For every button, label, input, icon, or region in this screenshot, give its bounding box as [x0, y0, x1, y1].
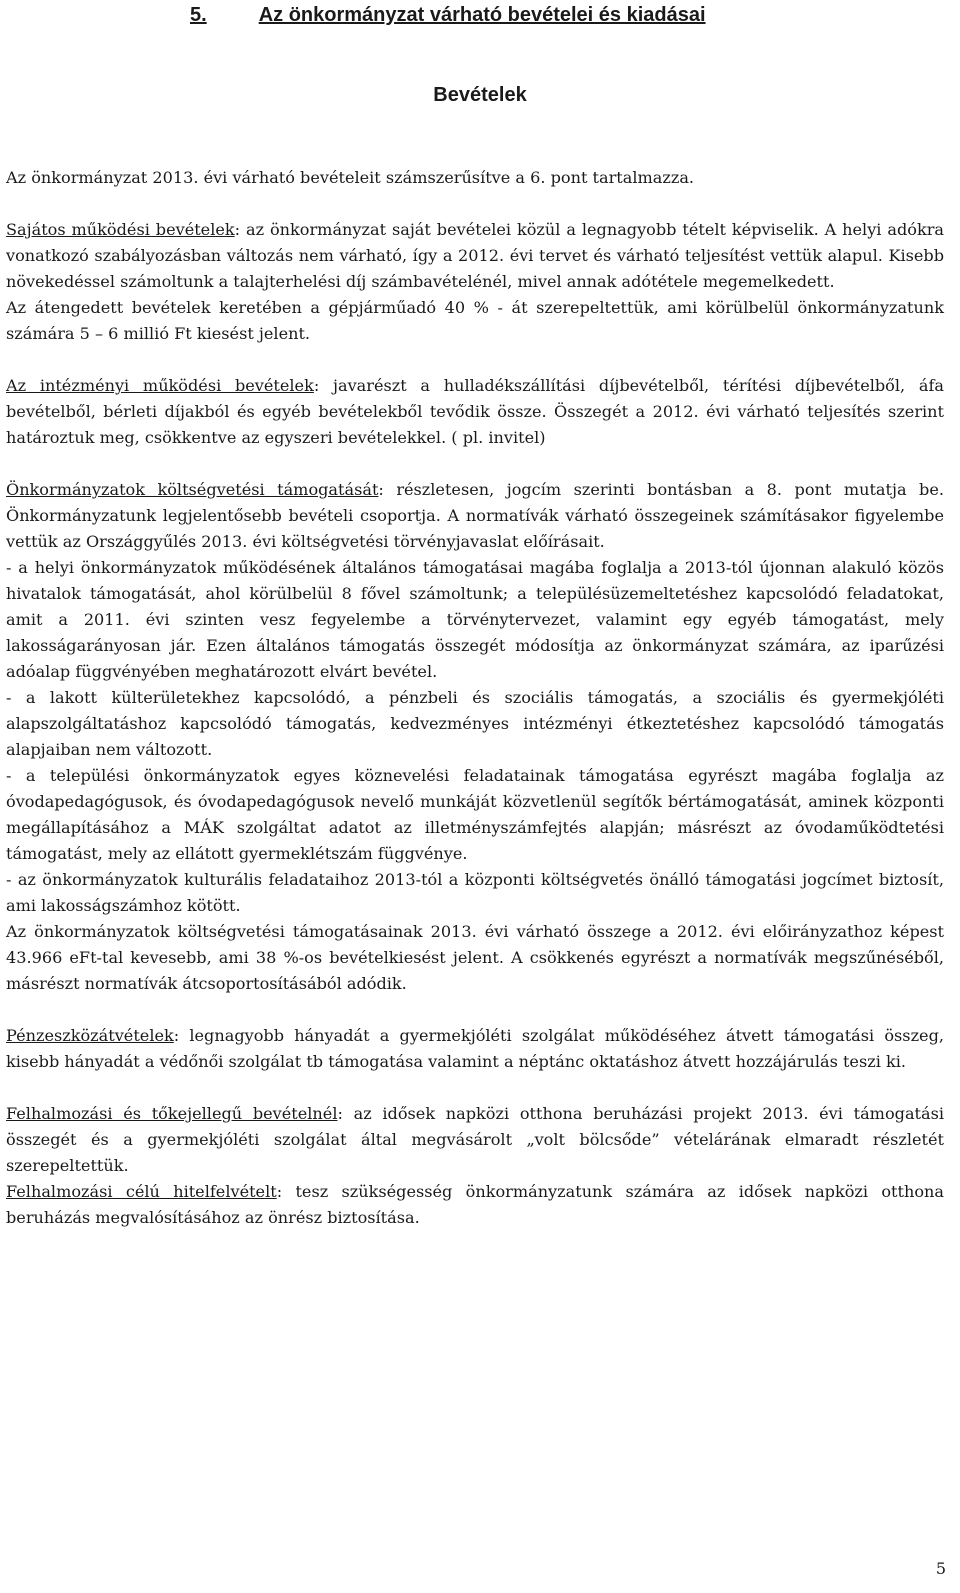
term-sajatos-bevetelek: Sajátos működési bevételek — [6, 220, 235, 239]
section-title: Az önkormányzat várható bevételei és kiadásai — [258, 4, 706, 26]
document-body — [6, 165, 944, 1231]
section-heading — [190, 2, 706, 28]
bullet-item: - a lakott külterületekhez kapcsolódó, a pénzbeli és szociális támogatás, a szociális és gyermekjóléti alapszolgáltatáshoz kapcsolódó támogatás, kedvezményes intézményi étkeztetéshez kapcsolódó támogatás alapjaiban nem változott. — [6, 688, 944, 759]
paragraph-atengedett-bevetelek: Az átengedett bevételek keretében a gépjárműadó 40 % - át szerepeltettük, ami körülbelül önkormányzatunk számára 5 – 6 millió Ft kiesést jelent. — [6, 298, 944, 343]
bullet-item: - a települési önkormányzatok egyes köznevelési feladatainak támogatása egyrészt magába foglalja az óvodapedagógusok, és óvodapedagógusok nevelő munkáját közvetlenül segítők bértámogatását, aminek központi megállapításához a MÁK szolgáltat adatot az illetményszámfejtés alapján; másrészt az óvodaműködtetési támogatást, mely az ellátott gyermeklétszám függvénye. — [6, 766, 944, 863]
paragraph-tamogatas-osszeg: Az önkormányzatok költségvetési támogatásainak 2013. évi várható összege a 2012. évi előirányzathoz képest 43.966 eFt-tal kevesebb, ami 38 %-os bevételkiesést jelent. A csökkenés egyrészt a normatívák megszűnéséből, másrészt normatívák átcsoportosításából adódik. — [6, 922, 944, 993]
paragraph-felhalmozasi-text: : az idősek napközi otthona beruházási projekt 2013. évi támogatási összegét és a gyermekjóléti szolgálat által megvásárolt „volt bölcsőde” vételárának elmaradt részletét szerepeltettük. — [6, 1104, 945, 1175]
paragraph-intro: Az önkormányzat 2013. évi várható bevételeit számszerűsítve a 6. pont tartalmazza. — [6, 168, 695, 187]
term-penzeszkozatvetelek: Pénzeszközátvételek — [6, 1026, 174, 1045]
term-koltsegvetesi-tamogatas: Önkormányzatok költségvetési támogatását — [6, 480, 379, 499]
paragraph-intezmenyi-bevetelek — [6, 373, 944, 451]
page-number: 5 — [935, 1559, 946, 1578]
subheading-bevetelek: Bevételek — [433, 84, 527, 106]
section-number: 5. — [190, 4, 207, 26]
paragraph-koltsegvetesi-tamogatas — [6, 477, 944, 555]
paragraph-penzeszkozatvetelek — [6, 1023, 944, 1075]
paragraph-sajatos-text: : az önkormányzat saját bevételei közül a legnagyobb tételt képviselik. A helyi adókra vonatkozó szabályozásban változás nem várható, így a 2012. évi tervet és várható teljesítést vettük alapul. Kisebb növekedéssel számoltunk a talajterhelési díj számbavételénél, mivel annak adótétele megemelkedett. — [6, 220, 944, 291]
paragraph-tamogatas-text: : részletesen, jogcím szerinti bontásban a 8. pont mutatja be. Önkormányzatunk legjelentősebb bevételi csoportja. A normatívák várható összegeinek számításakor figyelembe vettük az Országgyűlés 2013. évi költségvetési törvényjavaslat előírásait. — [6, 480, 944, 551]
paragraph-hitelfelvetel — [6, 1179, 944, 1231]
paragraph-intezmenyi-text: : javarészt a hulladékszállítási díjbevételből, térítési díjbevételből, áfa bevételből, bérleti díjakból és egyéb bevételekből tevődik össze. Összegét a 2012. évi várható teljesítés szerint határoztuk meg, csökkentve az egyszeri bevételekkel. ( pl. invitel) — [6, 376, 945, 447]
bullet-item: - az önkormányzatok kulturális feladataihoz 2013-tól a központi költségvetés önálló támogatási jogcímet biztosít, ami lakosságszámhoz kötött. — [6, 870, 944, 915]
term-felhalmozasi-bevetel: Felhalmozási és tőkejellegű bevételnél — [6, 1104, 338, 1123]
paragraph-felhalmozasi-bevetel — [6, 1101, 944, 1179]
term-intezmenyi-bevetelek: Az intézményi működési bevételek — [6, 376, 314, 395]
term-hitelfelvetel: Felhalmozási célú hitelfelvételt — [6, 1182, 277, 1201]
paragraph-hitel-text: : tesz szükségesség önkormányzatunk számára az idősek napközi otthona beruházás megvalósításához az önrész biztosítása. — [6, 1182, 944, 1227]
paragraph-sajatos-bevetelek — [6, 217, 944, 295]
bullet-item: - a helyi önkormányzatok működésének általános támogatásai magába foglalja a 2013-tól újonnan alakuló közös hivatalok támogatását, ahol körülbelül 8 fővel számoltunk; a településüzemeltetéshez kapcsolódó feladatokat, amit a 2011. évi szinten vesz fegyelembe a törvénytervezet, valamint egy egyéb támogatást, mely lakosságarányosan jár. Ezen általános támogatás összegét módosítja az önkormányzat számára, az iparűzési adóalap függvényében meghatározott elvárt bevétel. — [6, 558, 944, 681]
paragraph-penzeszkoz-text: : legnagyobb hányadát a gyermekjóléti szolgálat működéséhez átvett támogatási összeg, kisebb hányadát a védőnői szolgálat tb támogatása valamint a néptánc oktatáshoz átvett hozzájárulás teszi ki. — [6, 1026, 944, 1071]
